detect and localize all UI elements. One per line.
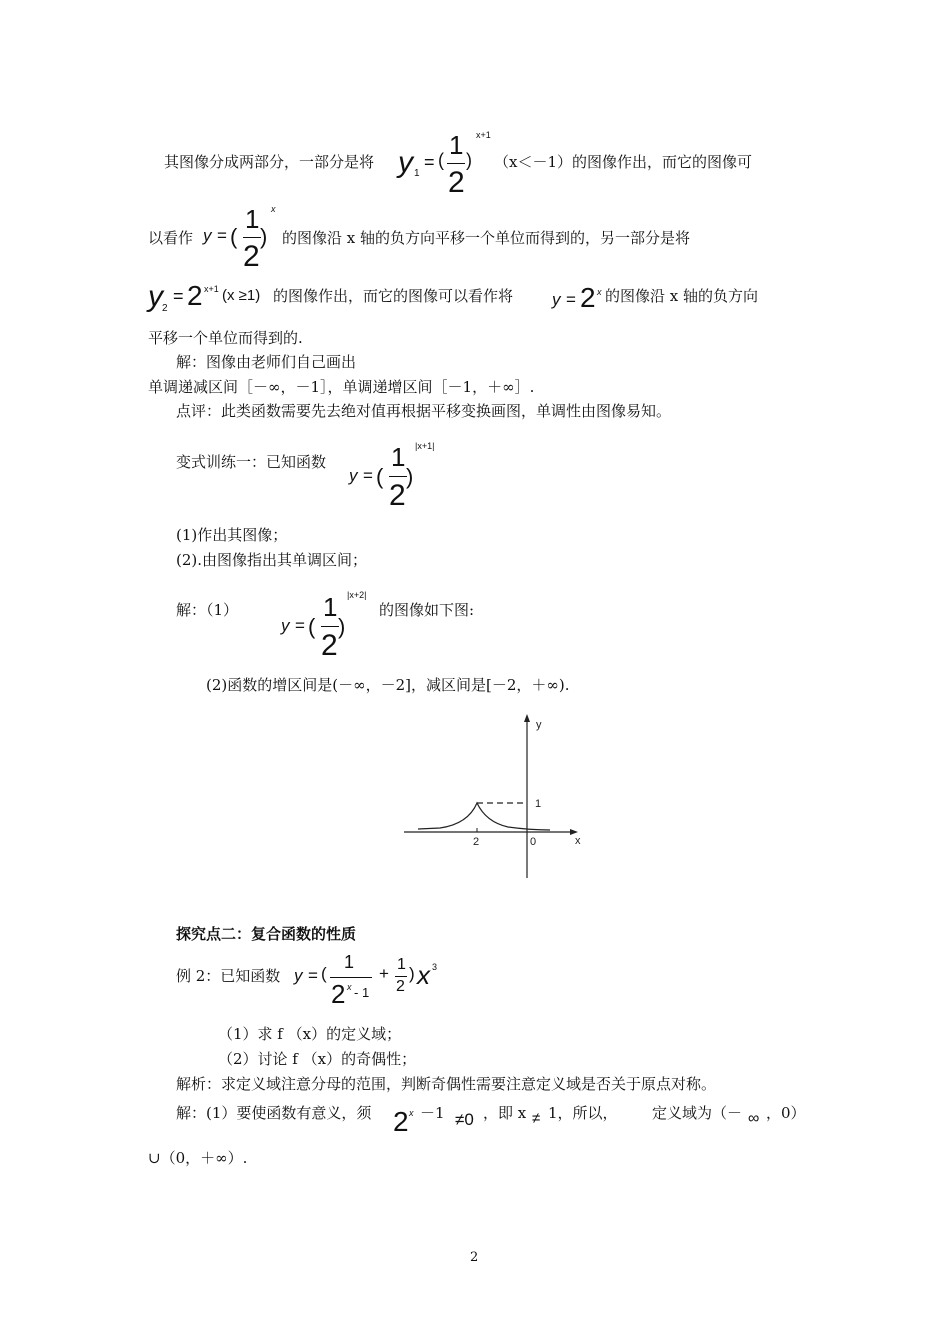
graph-x-label: x [575,835,581,847]
formula-abs-x2-rp: ) [338,614,346,639]
solution1-line2: 单调递减区间［－∞，－1］，单调递增区间［－1，＋∞］. [148,378,535,396]
section2-solution-c: ，即 x [483,1104,527,1122]
formula-abs-x2-y: y [281,616,290,635]
section2-solution-line2: ∪（0，＋∞）. [148,1149,248,1167]
section2-solution-b: －1 [420,1104,445,1122]
variant-title: 变式训练一：已知函数 [176,453,327,471]
formula-abs-x1-y: y [349,466,358,485]
formula-2x-two: 2 [580,282,596,313]
formula-ex2-den-minus1: - 1 [354,985,370,1000]
section2-q2: （2）讨论 f （x）的奇偶性； [218,1050,417,1068]
para1-line2-b: 的图像沿 x 轴的负方向平移一个单位而得到的，另一部分是将 [282,229,690,247]
formula-ex2-y: y [294,966,303,985]
section2-solution-a: 解：(1）要使函数有意义，须 [176,1104,372,1122]
formula-sol-two: 2 [393,1106,409,1137]
formula-sol-neq0: ≠0 [455,1110,474,1129]
para1-line1-a: 其图像分成两部分，一部分是将 [164,153,375,171]
formula-y1-sub: 1 [414,168,420,179]
solution1-line1: 解：图像由老师们自己画出 [176,353,357,371]
formula-ex2-plus: + [379,964,389,983]
formula-y2-two: 2 [187,280,203,311]
section2-q1: （1）求 f （x）的定义域； [218,1025,402,1043]
formula-ex2-num2: 1 [397,956,406,973]
graph-curve [418,803,550,830]
para1-line3-b: 的图像沿 x 轴的负方向 [605,287,758,305]
formula-half-x-exp: x [271,204,276,214]
solution1-line3: 点评：此类函数需要先去绝对值再根据平移变换画图，单调性由图像易知。 [176,402,672,420]
section2-solution-e: 定义域为（－ [652,1104,743,1122]
variant-q1: (1)作出其图像； [176,526,288,544]
formula-abs-x2-bar [321,626,339,627]
formula-ex2-rp: ) [409,964,415,983]
formula-ex2-x: x [417,960,430,990]
formula-abs-x2-exp: |x+2| [347,590,367,600]
formula-half-x-y: y [203,226,212,245]
formula-y2-eq: = [173,286,184,306]
formula-y1-num: 1 [449,130,464,160]
variant-q2: (2).由图像指出其单调区间； [176,551,368,569]
formula-2x-exp: x [597,287,602,297]
variant-answer-suffix: 的图像如下图: [379,601,475,619]
graph-two-label: 2 [473,836,480,848]
section2-solution-d: 1，所以， [548,1104,618,1122]
para1-line4: 平移一个单位而得到的. [148,329,303,347]
section2-analysis: 解析：求定义域注意分母的范围，判断奇偶性需要注意定义域是否关于原点对称。 [176,1075,717,1093]
formula-ex2-bar2 [395,976,407,977]
formula-y1-rp: ) [466,150,472,170]
formula-ex2-lp: ( [321,964,327,983]
formula-ex2-den-two: 2 [331,979,346,1009]
formula-ex2-den2: 2 [396,978,405,995]
formula-y2-lhs: y [148,280,163,313]
page-number: 2 [470,1250,479,1265]
formula-ex2-eq: = [308,966,318,985]
formula-y1-lp: ( [438,150,444,170]
graph-y-arrow [524,714,530,722]
formula-abs-x2-num: 1 [323,592,338,622]
function-graph [400,712,590,882]
formula-abs-x2-eq: = [295,616,305,635]
formula-half-x-num: 1 [245,204,260,234]
variant-answer2: (2)函数的增区间是(－∞，－2]，减区间是[－2，＋∞). [206,676,570,694]
formula-y1-exp: x+1 [476,130,491,140]
graph-zero-label: 0 [530,836,537,848]
para1-line2-a: 以看作 [148,229,194,247]
formula-half-x-den: 2 [243,240,260,273]
section2-solution-f: ，0） [766,1104,806,1122]
formula-half-x-bar [243,237,261,238]
formula-half-x-lp: ( [230,224,238,249]
para1-line1-b: （x＜－1）的图像作出，而它的图像可 [494,153,753,171]
formula-abs-x2-lp: ( [308,614,316,639]
formula-abs-x1-num: 1 [391,442,406,472]
graph-one-label: 1 [535,798,542,810]
formula-y2-cond: (x ≥1) [222,287,261,304]
formula-y1-eq: = [424,152,435,172]
formula-ex2-num1: 1 [344,952,355,972]
formula-y1-lhs: y [398,146,413,179]
formula-abs-x1-den: 2 [389,479,406,512]
formula-ex2-bar1 [330,977,372,978]
formula-2x-eq: = [566,290,576,309]
formula-half-x-eq: = [217,226,227,245]
formula-sol-exp: x [409,1108,414,1118]
formula-y2-sub: 2 [162,303,168,314]
formula-y1-den: 2 [448,166,465,199]
variant-answer-prefix: 解：（1） [176,601,239,619]
section2-example: 例 2：已知函数 [176,967,281,985]
formula-abs-x1-exp: |x+1| [415,441,435,451]
formula-abs-x1-rp: ) [406,464,414,489]
formula-abs-x1-bar [389,476,407,477]
formula-sol-inf: ∞ [748,1110,760,1127]
formula-abs-x1-lp: ( [376,464,384,489]
section2-heading: 探究点二：复合函数的性质 [176,925,357,943]
graph-y-label: y [536,719,542,731]
formula-y1-bar [447,163,465,164]
para1-line3-a: 的图像作出，而它的图像可以看作将 [273,287,514,305]
formula-sol-neq: ≠ [532,1110,541,1127]
formula-half-x-rp: ) [260,224,268,249]
formula-ex2-den-exp: x [347,982,352,992]
formula-y2-exp: x+1 [204,284,219,294]
formula-abs-x2-den: 2 [321,629,338,662]
formula-ex2-cube: 3 [432,962,438,972]
formula-2x-y: y [552,290,561,309]
formula-abs-x1-eq: = [363,466,373,485]
